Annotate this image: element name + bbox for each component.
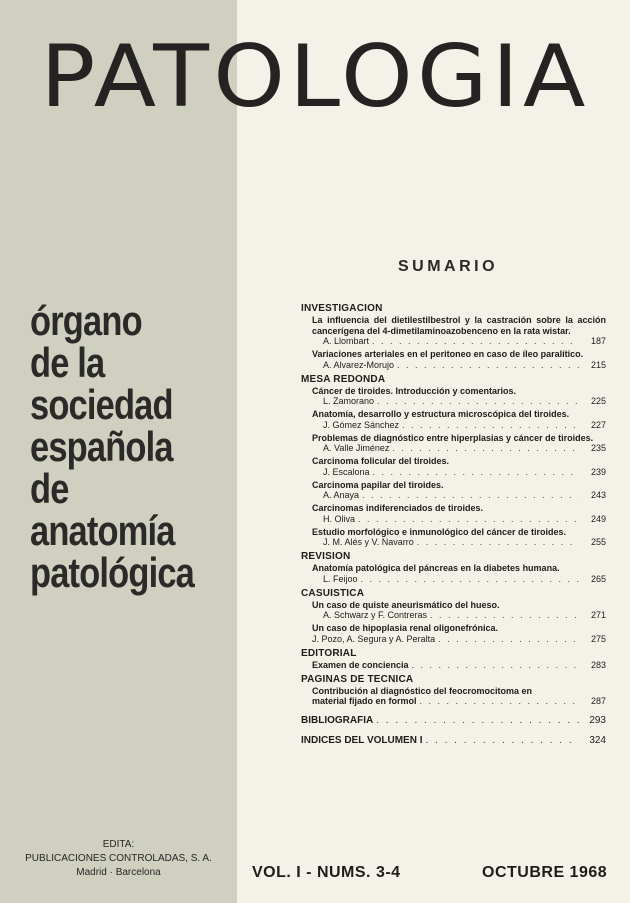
- entry-author: A. Valle Jiménez: [323, 443, 390, 453]
- toc-entry: [312, 623, 606, 645]
- tail-page: 324: [589, 735, 606, 746]
- publisher-label: EDITA:: [102, 839, 135, 850]
- entry-title: Cáncer de tiroides. Introducción y comentarios.: [312, 385, 517, 396]
- org-line: española: [30, 423, 173, 470]
- entry-author-row: [323, 420, 606, 431]
- entry-author: A. Llombart: [323, 336, 370, 346]
- toc-entry: [312, 600, 606, 622]
- entry-title: Anatomía patológica del páncreas en la diabetes humana.: [312, 563, 560, 573]
- toc-entry: [312, 315, 606, 347]
- entry-page: 215: [590, 359, 606, 370]
- publisher-block: [0, 838, 237, 880]
- dot-leader: [430, 610, 579, 621]
- section-title: REVISION: [301, 551, 351, 562]
- toc-entry: [312, 409, 606, 431]
- dot-leader: [392, 443, 579, 454]
- entry-author-row: [312, 634, 606, 645]
- toc-entry: [312, 527, 606, 549]
- entry-author-row: [323, 514, 606, 525]
- entry-author-row: [323, 574, 606, 585]
- entry-title: Carcinomas indiferenciados de tiroides.: [312, 503, 484, 513]
- dot-leader: [373, 467, 579, 478]
- org-line: patológica: [30, 549, 195, 596]
- entry-author: A. Schwarz y F. Contreras: [323, 610, 428, 620]
- toc-entry: [312, 480, 606, 502]
- entry-author: J. M. Alés y V. Navarro: [323, 537, 414, 547]
- dot-leader: [417, 537, 579, 548]
- dot-leader: [402, 420, 579, 431]
- entry-author: L. Feijoo: [323, 573, 358, 584]
- entry-title: La influencia del dietilestilbestrol y la castración sobre la acción cancerígena del 4-dimetilaminoazobenceno en la rata wistar.: [312, 315, 606, 336]
- dot-leader: [358, 514, 579, 525]
- toc-entry: [312, 563, 606, 585]
- entry-author: L. Zamorano: [323, 396, 375, 406]
- entry-page: 239: [590, 466, 606, 477]
- dot-leader: [376, 715, 579, 727]
- toc-entry: [312, 686, 606, 708]
- section-title: CASUISTICA: [301, 587, 365, 599]
- entry-title: Un caso de hipoplasia renal oligonefrónica.: [312, 623, 499, 633]
- tail-page: 293: [589, 715, 606, 726]
- entry-author-row: [312, 696, 606, 707]
- organization-description: [30, 297, 235, 596]
- dot-leader: [361, 574, 579, 585]
- dot-leader: [362, 490, 579, 501]
- dot-leader: [412, 660, 579, 671]
- entry-title: Problemas de diagnóstico entre hiperplasias y cáncer de tiroides.: [312, 432, 594, 443]
- toc-entry: [312, 386, 606, 408]
- entry-author: J. Pozo, A. Segura y A. Peralta: [312, 633, 436, 644]
- entry-page: 265: [590, 573, 606, 584]
- entry-author-row: [323, 537, 606, 548]
- org-line: de la: [30, 339, 105, 386]
- entry-author: A. Alvarez-Morujo: [323, 359, 395, 370]
- entry-author: material fijado en formol: [312, 696, 417, 706]
- section-title: PAGINAS DE TECNICA: [301, 673, 414, 685]
- toc-entry: [312, 349, 606, 371]
- toc-entry: [312, 456, 606, 478]
- toc-entry: [312, 503, 606, 525]
- entry-page: 271: [590, 610, 606, 620]
- entry-author-row: [323, 336, 606, 347]
- org-line: anatomía: [30, 507, 175, 554]
- org-line: sociedad: [30, 381, 173, 428]
- entry-author-row: [323, 610, 606, 621]
- section-title: MESA REDONDA: [301, 373, 386, 385]
- entry-page: 235: [590, 443, 606, 453]
- tail-title: INDICES DEL VOLUMEN I: [301, 735, 423, 746]
- entry-author: A. Anaya: [323, 490, 360, 500]
- entry-author-row: [323, 360, 606, 371]
- entry-page: 283: [590, 659, 606, 670]
- publisher-name: PUBLICACIONES CONTROLADAS, S. A.: [25, 853, 212, 864]
- entry-page: 255: [590, 537, 606, 547]
- entry-author-row: [323, 467, 606, 478]
- entry-title: Un caso de quiste aneurismático del hueso.: [312, 599, 500, 610]
- org-line: órgano: [30, 297, 142, 344]
- entry-author-row: [323, 443, 606, 454]
- tail-title: BIBLIOGRAFIA: [301, 715, 374, 726]
- entry-title: Carcinoma papilar del tiroides.: [312, 479, 444, 490]
- entry-title: Estudio morfológico e inmunológico del cáncer de tiroides.: [312, 526, 567, 537]
- org-line: de: [30, 465, 69, 512]
- entry-title: Carcinoma folicular del tiroides.: [312, 456, 450, 466]
- entry-page: 227: [590, 419, 606, 430]
- entry-page: 243: [590, 490, 606, 500]
- toc-entry: [312, 433, 606, 455]
- entry-title: Contribución al diagnóstico del feocromocitoma en: [312, 685, 533, 696]
- entry-author: Examen de conciencia: [312, 659, 409, 670]
- entry-page: 225: [590, 396, 606, 406]
- entry-author-row: [323, 490, 606, 501]
- toc-tail-entry: [301, 715, 606, 727]
- journal-title: PATOLOGIA: [40, 27, 590, 127]
- entry-author: J. Escalona: [323, 466, 370, 477]
- section-title: INVESTIGACION: [301, 303, 383, 314]
- entry-title: Anatomía, desarrollo y estructura microscópica del tiroides.: [312, 409, 570, 419]
- entry-title: Variaciones arteriales en el peritoneo en caso de íleo paralítico.: [312, 349, 584, 359]
- sumario-heading: SUMARIO: [398, 258, 499, 275]
- issue-date: OCTUBRE 1968: [482, 864, 608, 881]
- dot-leader: [420, 696, 579, 707]
- dot-leader: [438, 634, 579, 645]
- dot-leader: [372, 336, 579, 347]
- entry-author: J. Gómez Sánchez: [323, 419, 400, 430]
- entry-page: 287: [590, 696, 606, 706]
- entry-page: 249: [590, 513, 606, 524]
- volume-number: VOL. I - NUMS. 3-4: [252, 864, 401, 881]
- dot-leader: [377, 396, 579, 407]
- dot-leader: [397, 360, 579, 371]
- entry-author-row: [323, 396, 606, 407]
- dot-leader: [426, 735, 580, 747]
- toc-entry: [312, 660, 606, 671]
- toc-tail-entry: [301, 735, 606, 747]
- section-title: EDITORIAL: [301, 647, 357, 659]
- entry-page: 275: [590, 633, 606, 644]
- table-of-contents: [301, 300, 606, 747]
- entry-author-row: [312, 660, 606, 671]
- entry-author: H. Oliva: [323, 513, 356, 524]
- entry-page: 187: [590, 336, 606, 346]
- publisher-cities: Madrid · Barcelona: [76, 867, 161, 878]
